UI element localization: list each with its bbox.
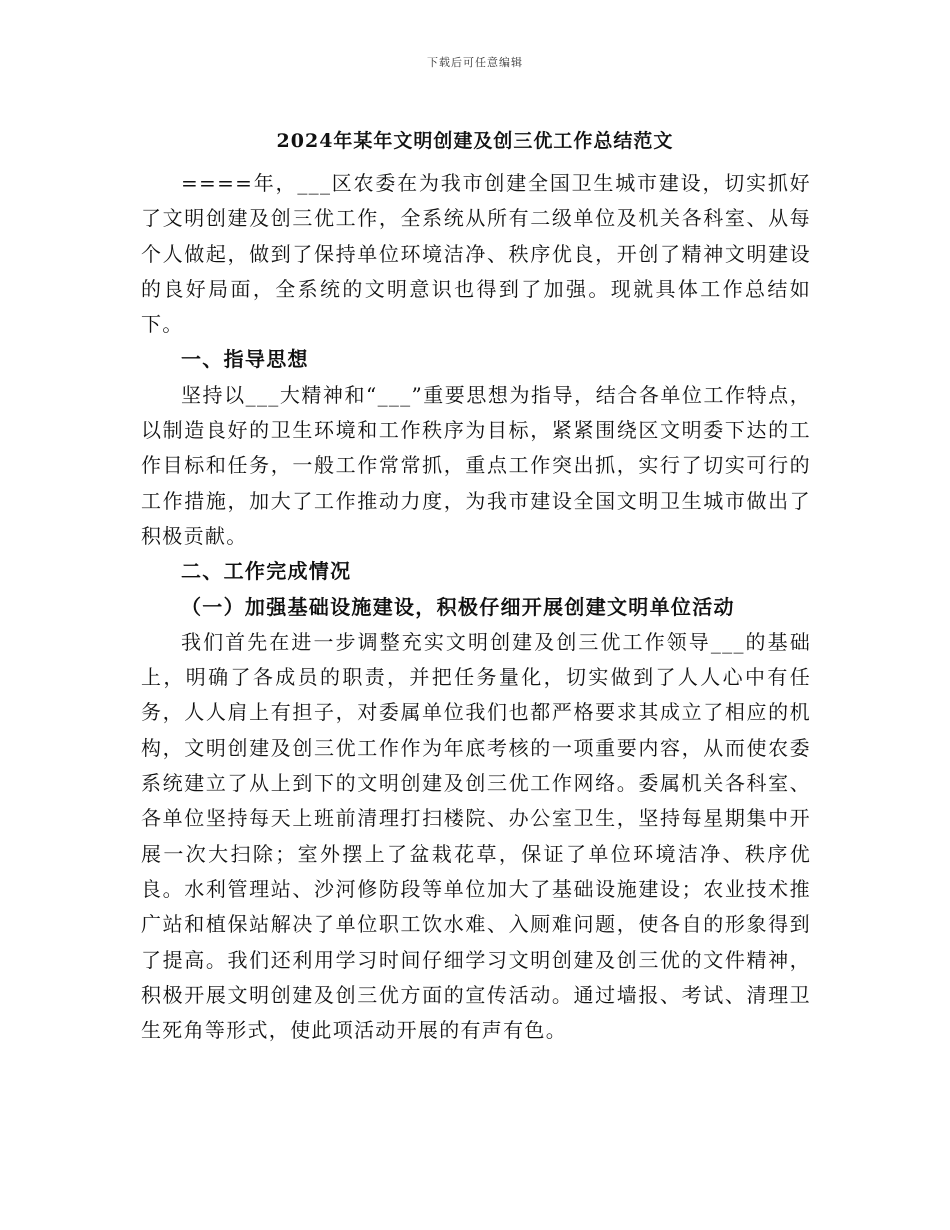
section-heading-work-completion: 二、工作完成情况 bbox=[181, 559, 352, 584]
section-heading-guiding-thought: 一、指导思想 bbox=[181, 347, 309, 372]
document-title: 2024年某年文明创建及创三优工作总结范文 bbox=[276, 130, 674, 152]
intro-paragraph: ====年，___区农委在为我市创建全国卫生城市建设，切实抓好了文明创建及创三优工作，全系统从所有二级单位及机关各科室、从每个人做起，做到了保持单位环境洁净、秩序优良，开创了精神文明建设的良好局面，全系统的文明意识也得到了加强。现就具体工作总结如下。 bbox=[141, 171, 811, 337]
guiding-thought-paragraph: 坚持以___大精神和“___”重要思想为指导，结合各单位工作特点，以制造良好的卫生环境和工作秩序为目标，紧紧围绕区文明委下达的工作目标和任务，一般工作常常抓，重点工作突出抓，实行了切实可行的工作措施，加大了工作推动力度，为我市建设全国文明卫生城市做出了积极贡献。 bbox=[141, 382, 811, 548]
subsection-heading-infrastructure: （一）加强基础设施建设，积极仔细开展创建文明单位活动 bbox=[181, 594, 735, 619]
header-note: 下载后可任意编辑 bbox=[427, 56, 523, 69]
document-body bbox=[141, 166, 811, 1048]
infrastructure-paragraph: 我们首先在进一步调整充实文明创建及创三优工作领导___的基础上，明确了各成员的职责，并把任务量化，切实做到了人人心中有任务，人人肩上有担子，对委属单位我们也都严格要求其成立了相应的机构，文明创建及创三优工作作为年底考核的一项重要内容，从而使农委系统建立了从上到下的文明创建及创三优工作网络。委属机关各科室、各单位坚持每天上班前清理打扫楼院、办公室卫生，坚持每星期集中开展一次大扫除；室外摆上了盆栽花草，保证了单位环境洁净、秩序优良。水利管理站、沙河修防段等单位加大了基础设施建设；农业技术推广站和植保站解决了单位职工饮水难、入厕难问题，使各自的形象得到了提高。我们还利用学习时间仔细学习文明创建及创三优的文件精神，积极开展文明创建及创三优方面的宣传活动。通过墙报、考试、清理卫生死角等形式，使此项活动开展的有声有色。 bbox=[141, 629, 811, 1043]
